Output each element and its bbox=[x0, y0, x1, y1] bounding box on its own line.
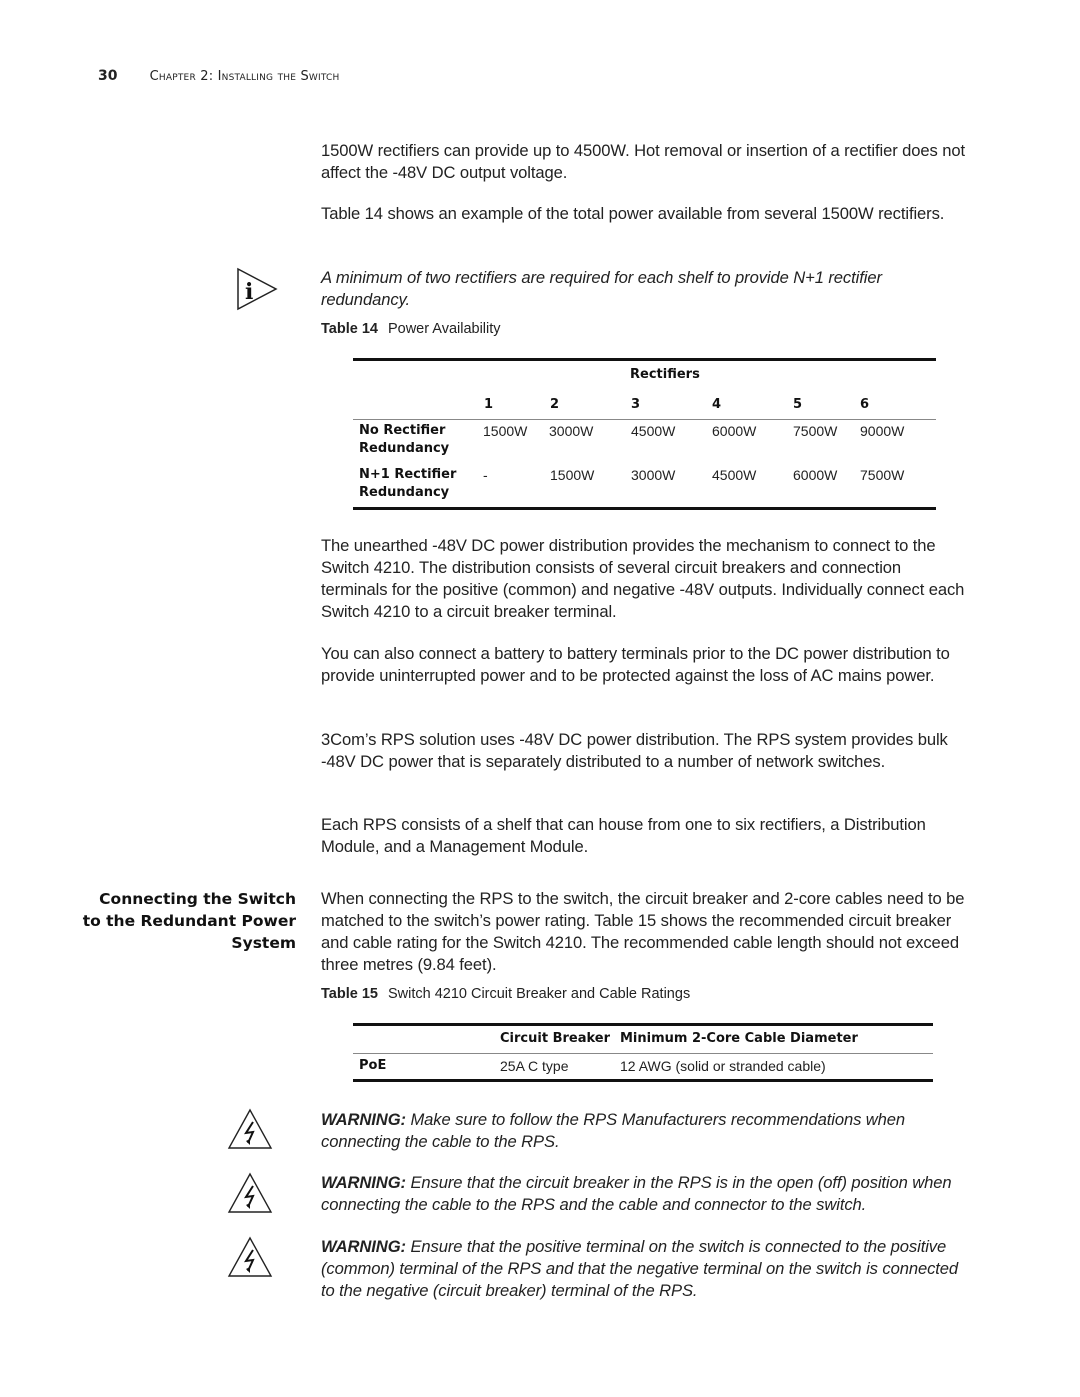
table15-top-rule bbox=[353, 1023, 933, 1026]
section-heading-line: Connecting the Switch bbox=[99, 890, 296, 908]
paragraph-rectifier-output: 1500W rectifiers can provide up to 4500W. Hot removal or insertion of a rectifier does not affect the -48V DC output voltage. bbox=[321, 141, 966, 182]
paragraph-battery: You can also connect a battery to battery terminals prior to the DC power distribution to provide uninterrupted power and to be protected against the loss of AC mains power. bbox=[321, 644, 950, 685]
table14-row-label: No Rectifier bbox=[359, 423, 446, 438]
table14-col-header: 1 bbox=[484, 397, 494, 412]
chapter-title: Chapter 2: Installing the Switch bbox=[149, 69, 340, 84]
paragraph-dc-distribution: The unearthed -48V DC power distribution provides the mechanism to connect to the Switch 4210. The distribution consists of several circuit breakers and connection terminals for the positive (common) and negative -48V outputs. Individually connect each Switch 4210 to a circuit breaker terminal. bbox=[321, 536, 965, 621]
page-number: 30 bbox=[98, 68, 118, 84]
warning-label: WARNING: bbox=[321, 1173, 406, 1192]
table14-col-header: 2 bbox=[550, 397, 560, 412]
warning-text bbox=[321, 1236, 971, 1302]
table15-row-label: PoE bbox=[359, 1058, 387, 1073]
table14-cell: 1500W bbox=[483, 423, 528, 439]
table15-caption-title: Switch 4210 Circuit Breaker and Cable Ratings bbox=[387, 986, 691, 1002]
table15-header-rule bbox=[353, 1053, 933, 1054]
paragraph-rps-solution: 3Com’s RPS solution uses -48V DC power distribution. The RPS system provides bulk -48V DC power that is separately distributed to a number of network switches. bbox=[321, 730, 948, 771]
paragraph-rps-shelf: Each RPS consists of a shelf that can house from one to six rectifiers, a Distribution Module, and a Management Module. bbox=[321, 815, 926, 856]
table14-cell: 6000W bbox=[793, 467, 838, 483]
table14-cell: 7500W bbox=[793, 423, 838, 439]
table14-group-header: Rectifiers bbox=[630, 367, 700, 382]
warning-label: WARNING: bbox=[321, 1237, 406, 1256]
table14-bottom-rule bbox=[353, 507, 936, 510]
warning-label: WARNING: bbox=[321, 1110, 406, 1129]
table14-col-header: 5 bbox=[793, 397, 803, 412]
table14-cell: 3000W bbox=[631, 467, 676, 483]
note-text: A minimum of two rectifiers are required for each shelf to provide N+1 rectifier redundancy. bbox=[321, 268, 882, 309]
table14-top-rule bbox=[353, 358, 936, 361]
electrical-hazard-warning-icon bbox=[227, 1108, 273, 1150]
table14-row-label: Redundancy bbox=[359, 441, 450, 456]
electrical-hazard-warning-icon bbox=[227, 1172, 273, 1214]
table14-col-header: 3 bbox=[631, 397, 641, 412]
paragraph-connecting-rps: When connecting the RPS to the switch, the circuit breaker and 2-core cables need to be matched to the switch’s power rating. Table 15 shows the recommended circuit breaker and cable rating for the Switch 4210. The recommended cable length should not exceed three metres (9.84 feet). bbox=[321, 889, 965, 974]
table14-cell: 7500W bbox=[860, 467, 905, 483]
table14-cell: 6000W bbox=[712, 423, 757, 439]
section-heading-line: to the Redundant Power bbox=[82, 912, 296, 930]
warning-body: Ensure that the positive terminal on the switch is connected to the positive (common) terminal of the RPS and that the negative terminal on the switch is connected to the negative (circuit breaker) terminal of the RPS. bbox=[321, 1237, 959, 1300]
info-note-icon bbox=[236, 267, 278, 311]
table15-col-header-circuit-breaker: Circuit Breaker bbox=[500, 1031, 610, 1046]
warning-text bbox=[321, 1109, 971, 1153]
table14-cell: - bbox=[483, 467, 488, 483]
paragraph-table14-intro: Table 14 shows an example of the total power available from several 1500W rectifiers. bbox=[321, 204, 945, 223]
table15-caption bbox=[321, 986, 690, 1002]
warning-body: Ensure that the circuit breaker in the RPS is in the open (off) position when connecting the cable to the RPS and the cable and connector to the switch. bbox=[321, 1173, 952, 1214]
table15-cell-circuit-breaker: 25A C type bbox=[500, 1058, 569, 1074]
table15-caption-label: Table 15 bbox=[321, 986, 378, 1002]
table14-cell: 1500W bbox=[550, 467, 595, 483]
table14-caption-title: Power Availability bbox=[387, 321, 501, 337]
table14-cell: 9000W bbox=[860, 423, 905, 439]
warning-body: Make sure to follow the RPS Manufacturers recommendations when connecting the cable to the RPS. bbox=[321, 1110, 906, 1151]
table15-bottom-rule bbox=[353, 1079, 933, 1082]
section-heading bbox=[60, 888, 296, 954]
table14-col-header: 6 bbox=[860, 397, 870, 412]
table15-cell-cable: 12 AWG (solid or stranded cable) bbox=[620, 1058, 826, 1074]
warning-text bbox=[321, 1172, 971, 1216]
table14-cell: 4500W bbox=[631, 423, 676, 439]
table15-col-header-cable: Minimum 2-Core Cable Diameter bbox=[620, 1031, 858, 1046]
table14-row-label: N+1 Rectifier bbox=[359, 467, 457, 482]
table14-header-rule bbox=[353, 419, 936, 420]
electrical-hazard-warning-icon bbox=[227, 1236, 273, 1278]
running-head bbox=[98, 68, 339, 84]
table14-caption-label: Table 14 bbox=[321, 321, 378, 337]
svg-text:i: i bbox=[245, 279, 254, 305]
table14-row-label: Redundancy bbox=[359, 485, 450, 500]
table14-cell: 3000W bbox=[549, 423, 594, 439]
table14-caption bbox=[321, 321, 501, 337]
section-heading-line: System bbox=[231, 934, 296, 952]
table14-cell: 4500W bbox=[712, 467, 757, 483]
table14-col-header: 4 bbox=[712, 397, 722, 412]
